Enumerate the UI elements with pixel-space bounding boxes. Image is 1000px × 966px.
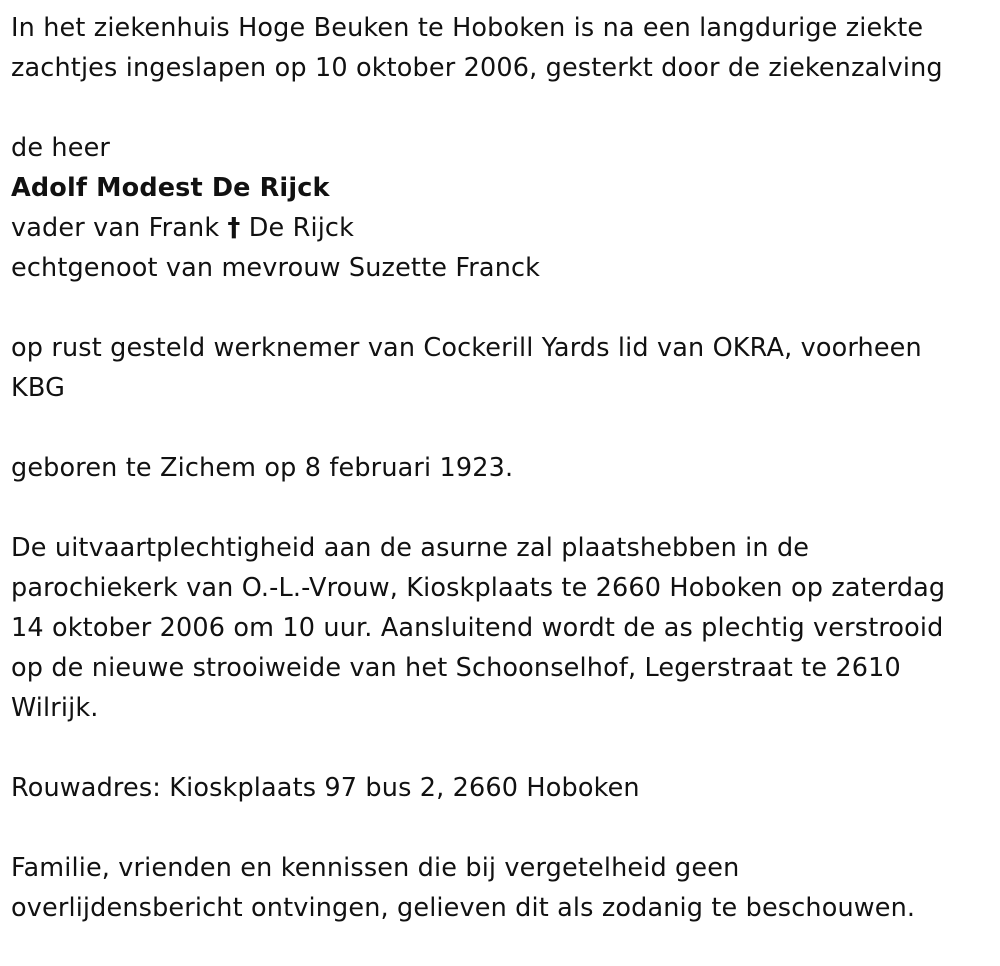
intro-line: In het ziekenhuis Hoge Beuken te Hoboken is na een langdurige ziekte — [11, 13, 924, 43]
ceremony-line: 14 oktober 2006 om 10 uur. Aansluitend wordt de as plechtig verstrooid — [11, 613, 944, 643]
closing-paragraph — [11, 848, 1000, 928]
spacer — [11, 488, 1000, 528]
spouse-line: echtgenoot van mevrouw Suzette Franck — [11, 253, 541, 283]
closing-line: Familie, vrienden en kennissen die bij vergetelheid geen — [11, 853, 740, 883]
father-of-line — [11, 208, 1000, 248]
cross-icon: † — [227, 213, 241, 243]
occupation-line: op rust gesteld werknemer van Cockerill Yards lid van OKRA, voorheen — [11, 333, 922, 363]
deceased-block — [11, 128, 1000, 288]
intro-line: zachtjes ingeslapen op 10 oktober 2006, gesterkt door de ziekenzalving — [11, 53, 943, 83]
spacer — [11, 408, 1000, 448]
ceremony-paragraph — [11, 528, 1000, 728]
address-line: Rouwadres: Kioskplaats 97 bus 2, 2660 Hoboken — [11, 773, 640, 803]
spacer — [11, 808, 1000, 848]
occupation-paragraph — [11, 328, 1000, 408]
ceremony-line: De uitvaartplechtigheid aan de asurne zal plaatshebben in de — [11, 533, 810, 563]
closing-line: overlijdensbericht ontvingen, gelieven dit als zodanig te beschouwen. — [11, 893, 916, 923]
ceremony-line: parochiekerk van O.-L.-Vrouw, Kioskplaats te 2660 Hoboken op zaterdag — [11, 573, 946, 603]
intro-paragraph — [11, 8, 1000, 88]
deceased-name: Adolf Modest De Rijck — [11, 173, 330, 203]
ceremony-line: Wilrijk. — [11, 693, 99, 723]
spacer — [11, 288, 1000, 328]
spacer — [11, 728, 1000, 768]
father-of-suffix: De Rijck — [248, 213, 355, 243]
father-of-prefix: vader van Frank — [11, 213, 220, 243]
spacer — [11, 88, 1000, 128]
salutation: de heer — [11, 133, 111, 163]
occupation-line: KBG — [11, 373, 65, 403]
ceremony-line: op de nieuwe strooiweide van het Schoonselhof, Legerstraat te 2610 — [11, 653, 901, 683]
birth-line: geboren te Zichem op 8 februari 1923. — [11, 453, 514, 483]
